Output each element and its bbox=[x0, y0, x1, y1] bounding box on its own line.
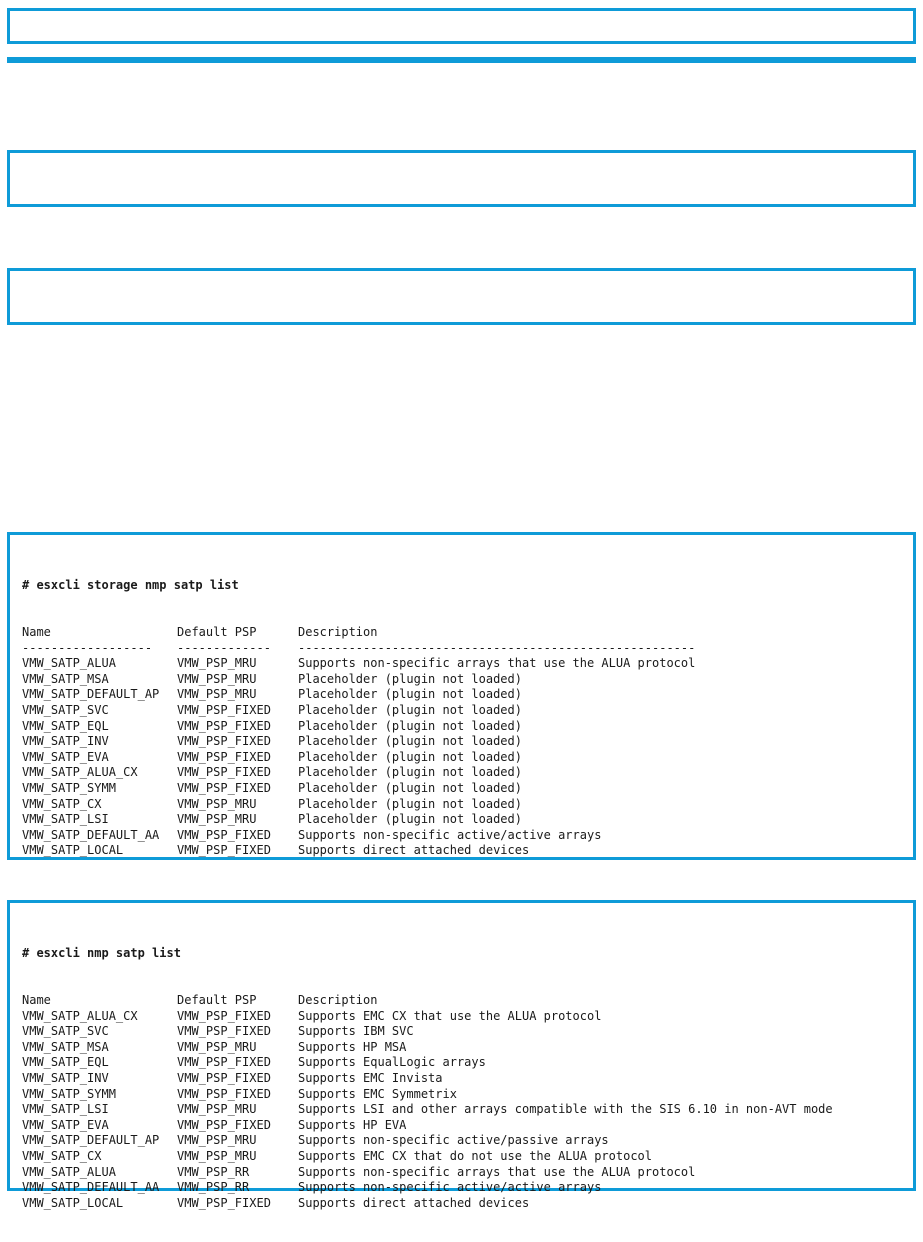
col-psp: VMW_PSP_FIXED bbox=[177, 1117, 271, 1132]
col-psp: VMW_PSP_MRU bbox=[177, 1102, 257, 1117]
callout-box-empty-middle-2 bbox=[7, 268, 916, 325]
col-psp: ------------- bbox=[177, 640, 271, 655]
col-desc: Supports direct attached devices bbox=[298, 843, 530, 858]
col-desc: Placeholder (plugin not loaded) bbox=[298, 796, 522, 811]
col-psp: VMW_PSP_MRU bbox=[177, 671, 257, 686]
col-name: VMW_SATP_ALUA bbox=[22, 656, 116, 671]
table-row bbox=[22, 1180, 901, 1196]
table-row bbox=[22, 1102, 901, 1118]
col-desc: Placeholder (plugin not loaded) bbox=[298, 734, 522, 749]
col-desc: Supports IBM SVC bbox=[298, 1024, 414, 1039]
table-row bbox=[22, 1009, 901, 1025]
col-psp: VMW_PSP_FIXED bbox=[177, 765, 271, 780]
table-row bbox=[22, 843, 901, 859]
table-row bbox=[22, 828, 901, 844]
col-name: VMW_SATP_SYMM bbox=[22, 1086, 116, 1101]
col-desc: Placeholder (plugin not loaded) bbox=[298, 780, 522, 795]
col-psp: VMW_PSP_FIXED bbox=[177, 1055, 271, 1070]
table-row bbox=[22, 750, 901, 766]
table-row bbox=[22, 703, 901, 719]
col-psp: VMW_PSP_FIXED bbox=[177, 1086, 271, 1101]
col-name: VMW_SATP_SVC bbox=[22, 702, 109, 717]
code-block-storage-nmp-satp-list bbox=[7, 532, 916, 860]
table-row bbox=[22, 1071, 901, 1087]
col-name: VMW_SATP_ALUA_CX bbox=[22, 1008, 138, 1023]
col-desc: Supports non-specific arrays that use the ALUA protocol bbox=[298, 656, 696, 671]
col-name: VMW_SATP_LSI bbox=[22, 1102, 109, 1117]
col-desc: Placeholder (plugin not loaded) bbox=[298, 765, 522, 780]
col-psp: VMW_PSP_MRU bbox=[177, 796, 257, 811]
col-name: VMW_SATP_LOCAL bbox=[22, 1195, 124, 1210]
table-row bbox=[22, 1196, 901, 1212]
col-desc: Supports EqualLogic arrays bbox=[298, 1055, 486, 1070]
col-desc: Placeholder (plugin not loaded) bbox=[298, 718, 522, 733]
col-name: VMW_SATP_CX bbox=[22, 796, 102, 811]
col-name: VMW_SATP_LSI bbox=[22, 812, 109, 827]
col-name: VMW_SATP_LOCAL bbox=[22, 843, 124, 858]
table-row bbox=[22, 1149, 901, 1165]
col-desc: Placeholder (plugin not loaded) bbox=[298, 687, 522, 702]
col-desc: Supports EMC Symmetrix bbox=[298, 1086, 457, 1101]
code-block-nmp-satp-list bbox=[7, 900, 916, 1210]
col-desc: Supports non-specific active/passive arrays bbox=[298, 1133, 609, 1148]
col-desc: Description bbox=[298, 624, 378, 639]
satp-table bbox=[22, 625, 901, 859]
col-psp: VMW_PSP_FIXED bbox=[177, 718, 271, 733]
table-row bbox=[22, 1087, 901, 1103]
col-name: VMW_SATP_INV bbox=[22, 1070, 109, 1085]
col-psp: VMW_PSP_FIXED bbox=[177, 749, 271, 764]
col-psp: VMW_PSP_FIXED bbox=[177, 1024, 271, 1039]
col-name: VMW_SATP_DEFAULT_AA bbox=[22, 1180, 160, 1195]
col-name: VMW_SATP_DEFAULT_AP bbox=[22, 1133, 160, 1148]
col-psp: Default PSP bbox=[177, 992, 257, 1007]
col-desc: Supports HP EVA bbox=[298, 1117, 407, 1132]
col-name: VMW_SATP_SYMM bbox=[22, 780, 116, 795]
col-psp: VMW_PSP_MRU bbox=[177, 812, 257, 827]
table-row bbox=[22, 687, 901, 703]
col-desc: Supports EMC CX that do not use the ALUA protocol bbox=[298, 1148, 653, 1163]
col-desc: Supports EMC Invista bbox=[298, 1070, 443, 1085]
satp-table bbox=[22, 993, 901, 1211]
col-psp: VMW_PSP_FIXED bbox=[177, 1070, 271, 1085]
col-name: VMW_SATP_ALUA bbox=[22, 1164, 116, 1179]
col-psp: VMW_PSP_FIXED bbox=[177, 1008, 271, 1023]
col-psp: Default PSP bbox=[177, 624, 257, 639]
column-header-row bbox=[22, 625, 901, 641]
col-psp: VMW_PSP_FIXED bbox=[177, 780, 271, 795]
col-name: VMW_SATP_EVA bbox=[22, 1117, 109, 1132]
col-name: VMW_SATP_EQL bbox=[22, 718, 109, 733]
col-desc: Placeholder (plugin not loaded) bbox=[298, 749, 522, 764]
col-name: VMW_SATP_EQL bbox=[22, 1055, 109, 1070]
col-desc: Supports non-specific arrays that use the ALUA protocol bbox=[298, 1164, 696, 1179]
col-name: VMW_SATP_DEFAULT_AA bbox=[22, 827, 160, 842]
col-desc: Supports HP MSA bbox=[298, 1039, 407, 1054]
col-name: VMW_SATP_SVC bbox=[22, 1024, 109, 1039]
col-name: VMW_SATP_DEFAULT_AP bbox=[22, 687, 160, 702]
col-desc: Supports LSI and other arrays compatible with the SIS 6.10 in non-AVT mode bbox=[298, 1102, 833, 1117]
col-name: VMW_SATP_EVA bbox=[22, 749, 109, 764]
table-row bbox=[22, 656, 901, 672]
col-psp: VMW_PSP_FIXED bbox=[177, 702, 271, 717]
col-psp: VMW_PSP_FIXED bbox=[177, 827, 271, 842]
command-line: # esxcli nmp satp list bbox=[22, 946, 181, 961]
col-psp: VMW_PSP_FIXED bbox=[177, 843, 271, 858]
command-line: # esxcli storage nmp satp list bbox=[22, 578, 239, 593]
table-row bbox=[22, 1165, 901, 1181]
col-desc: Supports direct attached devices bbox=[298, 1195, 530, 1210]
col-name: Name bbox=[22, 624, 51, 639]
col-psp: VMW_PSP_MRU bbox=[177, 656, 257, 671]
table-row bbox=[22, 719, 901, 735]
col-name: VMW_SATP_INV bbox=[22, 734, 109, 749]
col-desc: ------------------------------------------------------- bbox=[298, 640, 696, 655]
col-psp: VMW_PSP_MRU bbox=[177, 1039, 257, 1054]
col-desc: Placeholder (plugin not loaded) bbox=[298, 702, 522, 717]
table-row bbox=[22, 1040, 901, 1056]
col-name: VMW_SATP_MSA bbox=[22, 1039, 109, 1054]
col-psp: VMW_PSP_FIXED bbox=[177, 1195, 271, 1210]
col-psp: VMW_PSP_RR bbox=[177, 1164, 250, 1179]
table-row bbox=[22, 1055, 901, 1071]
table-row bbox=[22, 781, 901, 797]
col-desc: Placeholder (plugin not loaded) bbox=[298, 812, 522, 827]
column-header-row bbox=[22, 993, 901, 1009]
col-psp: VMW_PSP_MRU bbox=[177, 687, 257, 702]
table-row bbox=[22, 1024, 901, 1040]
col-psp: VMW_PSP_RR bbox=[177, 1180, 250, 1195]
table-row bbox=[22, 765, 901, 781]
table-row bbox=[22, 797, 901, 813]
col-desc: Supports EMC CX that use the ALUA protocol bbox=[298, 1008, 602, 1023]
col-desc: Description bbox=[298, 992, 378, 1007]
col-desc: Placeholder (plugin not loaded) bbox=[298, 671, 522, 686]
table-row bbox=[22, 672, 901, 688]
table-row bbox=[22, 1118, 901, 1134]
horizontal-rule bbox=[7, 57, 916, 63]
col-name: VMW_SATP_MSA bbox=[22, 671, 109, 686]
callout-box-empty-middle-1 bbox=[7, 150, 916, 207]
col-name: ------------------ bbox=[22, 640, 153, 655]
table-row bbox=[22, 812, 901, 828]
table-row bbox=[22, 734, 901, 750]
col-name: Name bbox=[22, 992, 51, 1007]
col-name: VMW_SATP_ALUA_CX bbox=[22, 765, 138, 780]
col-psp: VMW_PSP_MRU bbox=[177, 1133, 257, 1148]
table-row bbox=[22, 1133, 901, 1149]
col-psp: VMW_PSP_MRU bbox=[177, 1148, 257, 1163]
callout-box-empty-top bbox=[7, 8, 916, 44]
col-desc: Supports non-specific active/active arrays bbox=[298, 1180, 602, 1195]
col-desc: Supports non-specific active/active arrays bbox=[298, 827, 602, 842]
col-psp: VMW_PSP_FIXED bbox=[177, 734, 271, 749]
separator-row bbox=[22, 641, 901, 657]
col-name: VMW_SATP_CX bbox=[22, 1148, 102, 1163]
